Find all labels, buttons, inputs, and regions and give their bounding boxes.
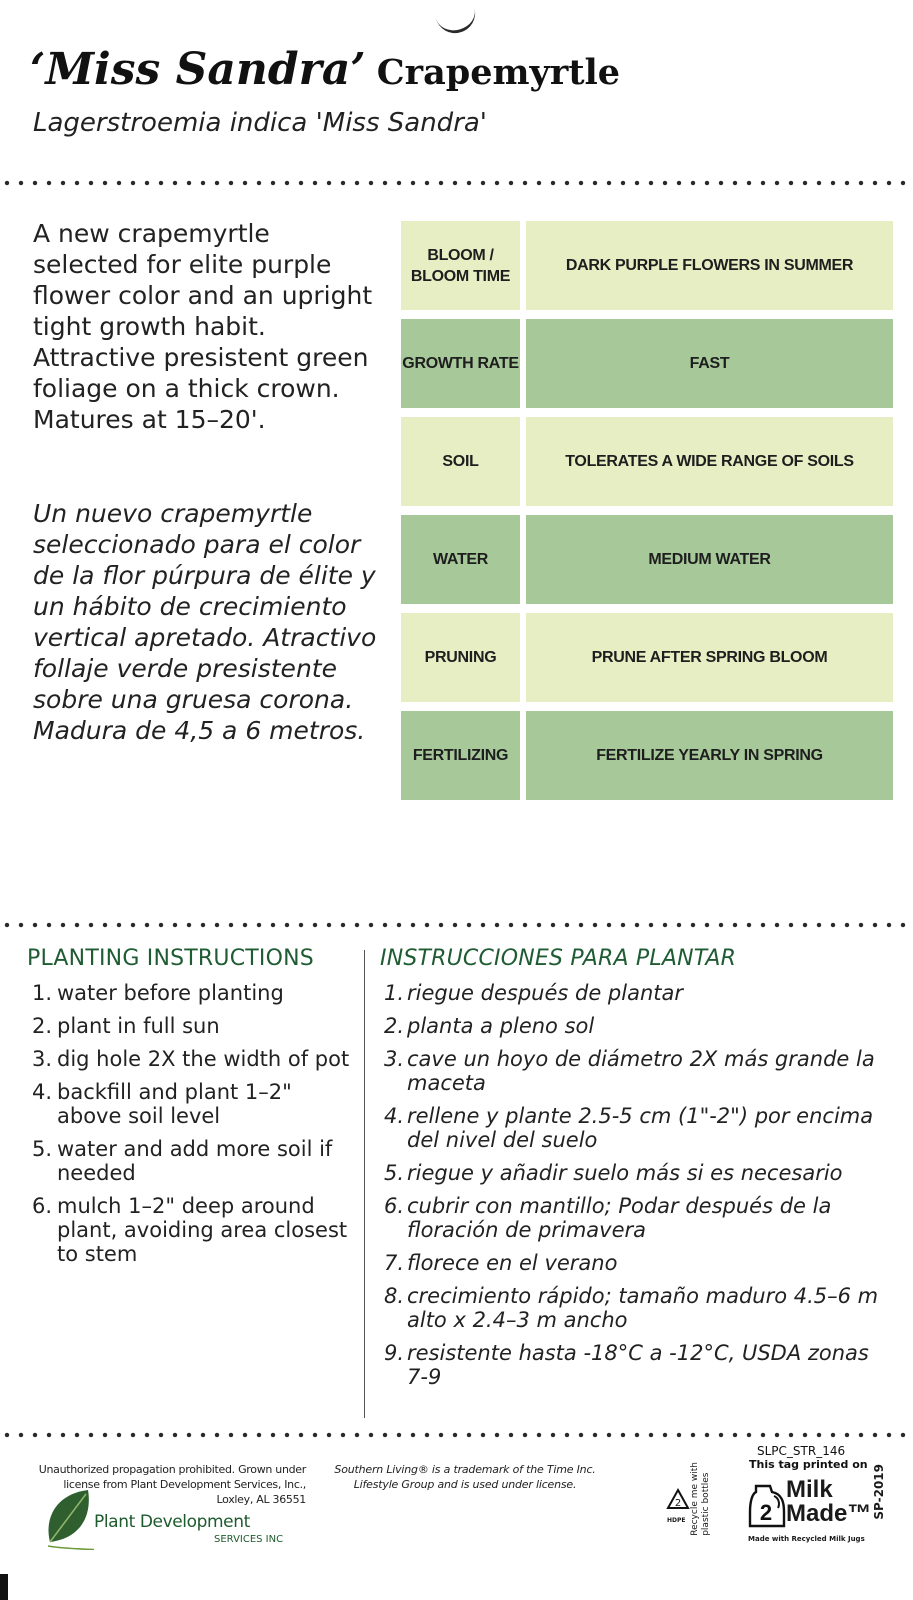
description-english: A new crapemyrtle selected for elite purple flower color and an upright tight growth habit. Attractive presistent green foliage on a thick crown. Matures at 15–20'. <box>33 219 373 434</box>
list-item <box>27 1047 362 1071</box>
list-item <box>380 1341 890 1389</box>
printed-on-label: This tag printed on <box>749 1458 868 1471</box>
planting-instructions-english <box>27 946 362 1275</box>
step-text: rellene y plante 2.5-5 cm (1"-2") por encima del nivel del suelo <box>407 1104 874 1152</box>
list-item <box>380 1161 890 1185</box>
step-text: riegue después de plantar <box>407 981 683 1005</box>
milk-made-logo-line2: Made™ <box>786 1500 872 1527</box>
dotted-divider-middle <box>0 922 913 928</box>
step-text: planta a pleno sol <box>407 1014 595 1038</box>
attribute-label: PRUNING <box>401 613 520 702</box>
step-text: backfill and plant 1–2" above soil level <box>57 1080 292 1128</box>
dotted-divider-bottom <box>0 1432 913 1438</box>
milk-made-logo-line1: Milk <box>786 1476 833 1503</box>
recycle-text-line2: plastic bottles <box>701 1472 711 1536</box>
step-number: 8. <box>384 1284 405 1308</box>
attribute-label: WATER <box>401 515 520 604</box>
step-number: 2. <box>384 1014 405 1038</box>
milk-made-tagline: Made with Recycled Milk Jugs <box>748 1535 865 1543</box>
step-number: 7. <box>384 1251 405 1275</box>
trademark-notice: Southern Living® is a trademark of the Time Inc. Lifestyle Group and is used under license. <box>334 1463 596 1491</box>
logo-text: Plant Development <box>94 1512 250 1532</box>
list-item <box>380 1104 890 1152</box>
sp-code <box>872 1464 892 1544</box>
attribute-label: BLOOM / BLOOM TIME <box>401 221 520 310</box>
attribute-row-soil <box>401 417 893 506</box>
hang-hole <box>432 0 479 38</box>
step-number: 3. <box>32 1047 53 1071</box>
attribute-value: FAST <box>526 319 893 408</box>
recycle-text <box>690 1462 712 1536</box>
attribute-value: FERTILIZE YEARLY IN SPRING <box>526 711 893 800</box>
attribute-label: GROWTH RATE <box>401 319 520 408</box>
step-number: 3. <box>384 1047 405 1071</box>
propagation-notice: Unauthorized propagation prohibited. Grown under license from Plant Development Services, Inc., Loxley, AL 36551 <box>38 1463 306 1506</box>
step-number: 4. <box>384 1104 405 1128</box>
sp-code-text: SP-2019 <box>872 1464 886 1520</box>
milk-jug-icon <box>746 1478 788 1530</box>
step-number: 5. <box>32 1137 53 1161</box>
attribute-value: TOLERATES A WIDE RANGE OF SOILS <box>526 417 893 506</box>
attribute-label: SOIL <box>401 417 520 506</box>
column-divider <box>364 950 365 1418</box>
step-text: crecimiento rápido; tamaño maduro 4.5–6 m alto x 2.4–3 m ancho <box>407 1284 879 1332</box>
milk-jug-number: 2 <box>759 1500 773 1525</box>
tag-code: SLPC_STR_146 <box>757 1444 846 1458</box>
step-number: 4. <box>32 1080 53 1104</box>
step-number: 6. <box>384 1194 405 1218</box>
step-text: florece en el verano <box>407 1251 618 1275</box>
logo-subtext: SERVICES INC <box>214 1534 284 1545</box>
description-spanish: Un nuevo crapemyrtle seleccionado para el color de la flor púrpura de élite y un hábito de crecimiento vertical apretado. Atractivo follaje verde presistente sobre una gruesa corona. Madura de 4,5 a 6 metros. <box>33 499 377 745</box>
attribute-value: PRUNE AFTER SPRING BLOOM <box>526 613 893 702</box>
list-item <box>380 1047 890 1095</box>
step-text: dig hole 2X the width of pot <box>57 1047 350 1071</box>
cultivar-name: ‘Miss Sandra’ <box>30 44 366 95</box>
list-item <box>380 981 890 1005</box>
recycle-text-line1: Recycle me with <box>690 1462 700 1536</box>
attribute-value: MEDIUM WATER <box>526 515 893 604</box>
list-item <box>380 1284 890 1332</box>
planting-title-english: PLANTING INSTRUCTIONS <box>27 946 314 971</box>
step-text: water before planting <box>57 981 284 1005</box>
planting-title-spanish: INSTRUCCIONES PARA PLANTAR <box>380 946 737 971</box>
hdpe-label: HDPE <box>667 1517 686 1524</box>
list-item <box>380 1014 890 1038</box>
recycle-number: 2 <box>674 1498 682 1509</box>
step-number: 2. <box>32 1014 53 1038</box>
attribute-row-growth-rate <box>401 319 893 408</box>
step-number: 9. <box>384 1341 405 1365</box>
list-item <box>27 1014 362 1038</box>
common-name: Crapemyrtle <box>376 52 621 93</box>
page-title <box>30 44 620 95</box>
leaf-icon <box>44 1488 94 1550</box>
botanical-name: Lagerstroemia indica 'Miss Sandra' <box>33 108 487 138</box>
attribute-row-pruning <box>401 613 893 702</box>
list-item <box>27 1137 362 1185</box>
step-text: mulch 1–2" deep around plant, avoiding area closest to stem <box>57 1194 348 1266</box>
step-text: resistente hasta -18°C a -12°C, USDA zonas 7-9 <box>407 1341 869 1389</box>
list-item <box>27 981 362 1005</box>
step-text: plant in full sun <box>57 1014 220 1038</box>
step-text: cave un hoyo de diámetro 2X más grande la maceta <box>407 1047 875 1095</box>
recycle-instructions <box>690 1462 734 1552</box>
attribute-grid <box>401 221 893 809</box>
list-item <box>380 1194 890 1242</box>
list-item <box>27 1194 362 1266</box>
plant-development-logo <box>44 1488 304 1558</box>
step-number: 1. <box>32 981 53 1005</box>
step-number: 1. <box>384 981 405 1005</box>
edge-mark <box>0 1574 8 1600</box>
step-text: water and add more soil if needed <box>57 1137 333 1185</box>
attribute-row-fertilizing <box>401 711 893 800</box>
attribute-row-bloom <box>401 221 893 310</box>
step-number: 5. <box>384 1161 405 1185</box>
planting-instructions-spanish <box>380 946 890 1398</box>
step-number: 6. <box>32 1194 53 1218</box>
step-text: cubrir con mantillo; Podar después de la floración de primavera <box>407 1194 832 1242</box>
attribute-row-water <box>401 515 893 604</box>
step-text: riegue y añadir suelo más si es necesario <box>407 1161 843 1185</box>
dotted-divider-top <box>0 180 913 186</box>
list-item <box>380 1251 890 1275</box>
list-item <box>27 1080 362 1128</box>
recycle-icon <box>664 1487 692 1515</box>
attribute-label: FERTILIZING <box>401 711 520 800</box>
attribute-value: DARK PURPLE FLOWERS IN SUMMER <box>526 221 893 310</box>
